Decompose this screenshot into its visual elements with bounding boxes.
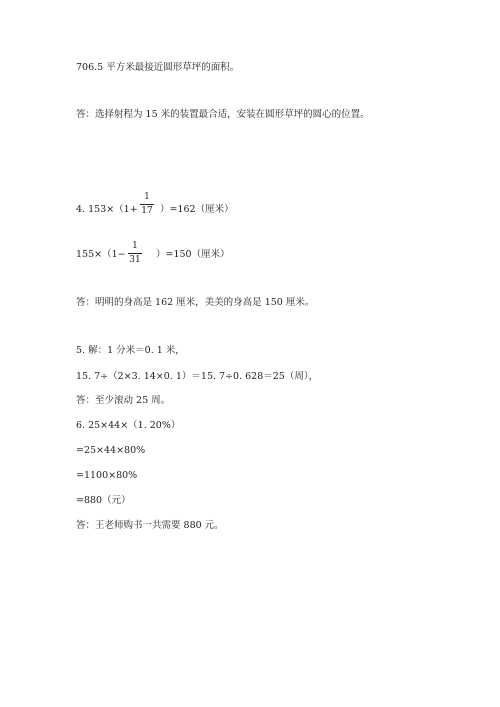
text-line-area: 706.5 平方米最接近圆形草坪的面积。: [76, 62, 240, 73]
fraction-bar: [140, 204, 154, 205]
equation-4b-left: 155×（1−: [76, 249, 126, 260]
fraction-numerator: 1: [144, 192, 150, 202]
fraction-bar: [128, 253, 142, 254]
problem-6-step2: =25×44×80%: [76, 445, 146, 456]
answer-line-device: 答：选择射程为 15 米的装置最合适，安装在圆形草坪的圆心的位置。: [76, 109, 370, 120]
fraction-denominator: 31: [129, 255, 141, 265]
fraction-numerator: 1: [132, 241, 138, 251]
problem-6-step4: =880（元）: [76, 495, 131, 506]
answer-line-cost: 答：王老师购书一共需要 880 元。: [76, 520, 224, 531]
equation-4-right: ）=162（厘米）: [160, 204, 234, 215]
answer-line-height: 答：明明的身高是 162 厘米，美美的身高是 150 厘米。: [76, 297, 315, 308]
fraction-1-31: [128, 242, 142, 265]
problem-6-step1: 6. 25×44×（1. 20%）: [76, 420, 181, 431]
fraction-1-17: [140, 193, 154, 216]
equation-4b-right: ）=150（厘米）: [156, 249, 230, 260]
problem-6-step3: =1100×80%: [76, 470, 138, 481]
problem-5-step1: 5. 解：1 分米＝0. 1 米，: [76, 345, 185, 356]
answer-line-rolls: 答：至少滚动 25 周。: [76, 395, 171, 406]
fraction-denominator: 17: [141, 206, 153, 216]
problem-5-step2: 15. 7÷（2×3. 14×0. 1）＝15. 7÷0. 628＝25（周），: [76, 371, 319, 382]
equation-4-left: 4. 153×（1+: [76, 204, 138, 215]
